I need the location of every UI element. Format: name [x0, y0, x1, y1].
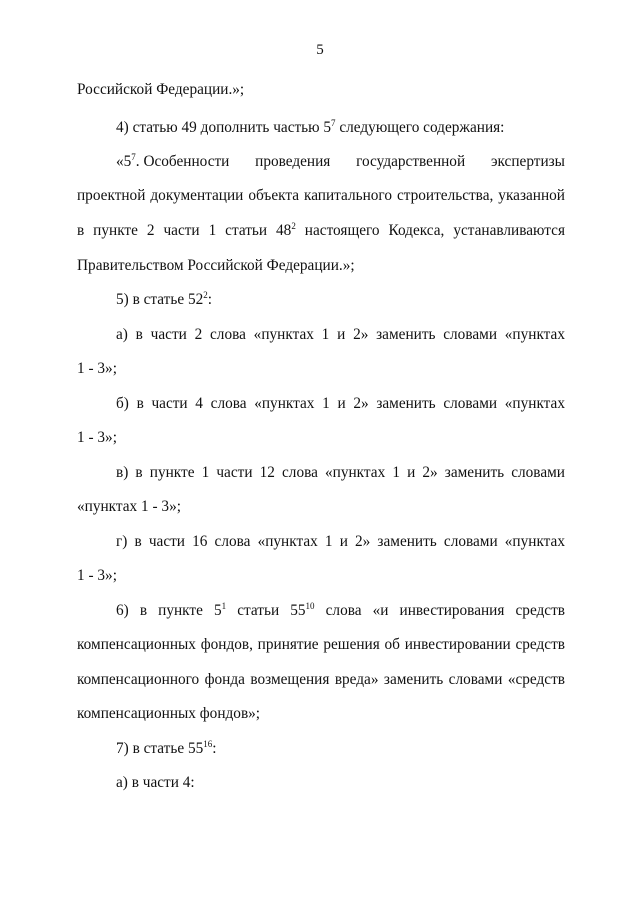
quote-line-4: Правительством Российской Федерации.»;: [77, 257, 355, 274]
quote-line-1: «$5^7$. Особенности проведения государственной экспертизы: [116, 152, 565, 170]
page-number: 5: [316, 42, 324, 58]
paragraph-6-line-2: компенсационных фондов, принятие решения об инвестировании средств: [77, 636, 565, 653]
paragraph-6-line-1: 6) в пункте $5^1$ статьи $55^{10}$ слова «и инвестирования средств: [116, 601, 566, 619]
item-b-line-1: б) в части 4 слова «пунктах 1 и 2» заменить словами «пунктах: [116, 395, 565, 412]
item-g-line-1: г) в части 16 слова «пунктах 1 и 2» заменить словами «пунктах: [116, 533, 565, 550]
paragraph-4: 4) статью 49 дополнить частью $5^7$ следующего содержания:: [116, 118, 505, 136]
text-line: Российской Федерации.»;: [77, 81, 245, 98]
paragraph-7-item-a: а) в части 4:: [116, 774, 195, 791]
item-v-line-1: в) в пункте 1 части 12 слова «пунктах 1 и 2» заменить словами: [116, 464, 565, 481]
item-b-line-2: 1 - 3»;: [77, 429, 117, 446]
quote-line-3: в пункте 2 части 1 статьи $48^2$ настоящего Кодекса, устанавливаются: [77, 221, 565, 239]
item-a-line-1: а) в части 2 слова «пунктах 1 и 2» заменить словами «пунктах: [116, 326, 565, 343]
paragraph-5: 5) в статье $52^2$:: [116, 290, 212, 308]
item-a-line-2: 1 - 3»;: [77, 360, 117, 377]
paragraph-6-line-3: компенсационного фонда возмещения вреда» заменить словами «средств: [77, 671, 565, 688]
paragraph-6-line-4: компенсационных фондов»;: [77, 705, 261, 722]
quote-line-2: проектной документации объекта капитального строительства, указанной: [77, 187, 565, 204]
item-v-line-2: «пунктах 1 - 3»;: [77, 498, 181, 515]
paragraph-7: 7) в статье $55^{16}$:: [116, 739, 217, 757]
item-g-line-2: 1 - 3»;: [77, 567, 117, 584]
